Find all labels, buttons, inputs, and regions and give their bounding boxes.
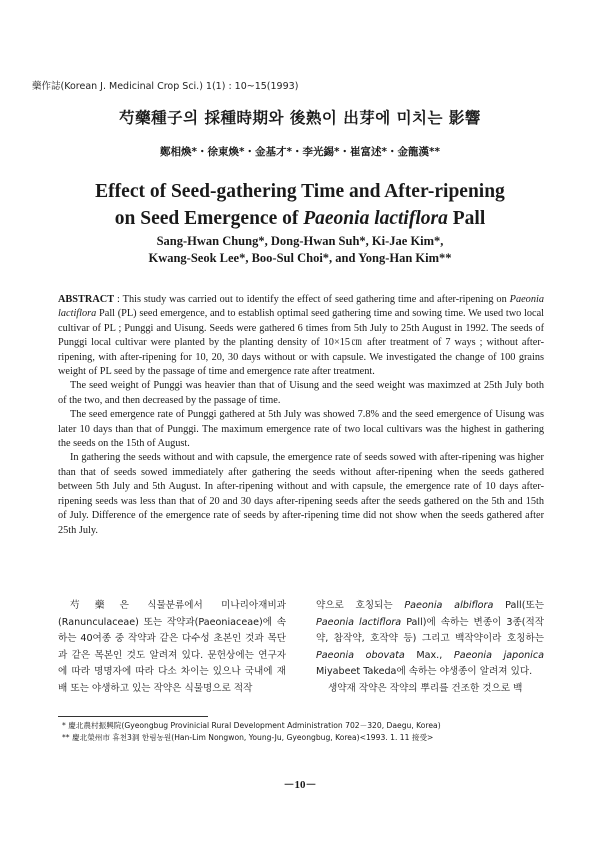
page-number: －10－ — [283, 779, 317, 791]
footnote-divider — [58, 716, 208, 717]
abstract-label: ABSTRACT — [58, 294, 115, 305]
abstract-paragraph-1: ABSTRACT : This study was carried out to identify the effect of seed gathering time and after-ripening on Paeonia lactiflora Pall (PL) seed emergence, and to establish optimal seed gathering time and sowing time. We used two local cultivar of PL ; Punggi and Uisung. Seeds were gathered 6 times from 5th July to 25th August in 1992. The seeds of Punggi local cultivar were planted by the planting density of 10×15㎝ after treatment of 7 ways ; without after-ripening, with after-ripening for 10, 20, 30 days without or with capsule. We investigated the change of 100 grains weight of PL seed by the passage of time and emergence rate after treatment. — [58, 294, 544, 378]
korean-title: 芍藥種子의 採種時期와 後熟이 出芽에 미치는 影響 — [119, 109, 481, 127]
abstract-paragraph-3: The seed emergence rate of Punggi gathered at 5th July was showed 7.8% and the seed emergence of Uisung was later 10 days than that of Punggi. The maximum emergence rate of two local cultivars was the highest in gathering the seeds on the 15th of August. — [58, 409, 544, 450]
english-authors-line2: Kwang-Seok Lee*, Boo-Sul Choi*, and Yong-Han Kim** — [148, 251, 452, 265]
body-column-left — [58, 598, 286, 698]
abstract-paragraph-2: The seed weight of Punggi was heavier than that of Uisung and the seed weight was maximzed at 25th July both of the two, and then decreased by the passage of time. — [58, 380, 544, 406]
english-title-line2: on Seed Emergence of Paeonia lactiflora Pall — [114, 208, 486, 229]
body-column-right — [316, 598, 544, 698]
species-name: Paeonia lactiflora — [303, 208, 448, 229]
abstract — [58, 293, 544, 538]
footnotes — [62, 720, 542, 744]
body-left-paragraph: 芍藥은 식물분류에서 미나리아재비과(Ranunculaceae) 또는 작약과(Paeoniaceae)에 속하는 40여종 중 작약과 같은 다수성 초본인 것과 목단과 같은 목본인 것도 알려져 있다. 문헌상에는 연구자에 따라 명명자에 따라 다소 차이는 있으나 국내에 재배 또는 야생하고 있는 작약은 식물명으로 적작 — [58, 600, 286, 694]
footnote-2: ** 慶北榮州市 휴천3洞 한림농원(Han-Lim Nongwon, Young-Ju, Gyeongbug, Korea)<1993. 1. 11 接受> — [62, 733, 434, 742]
body-right-paragraph-1: 약으로 호칭되는 Paeonia albiflora Pall(또는 Paeonia lactiflora Pall)에 속하는 변종이 3종(적작약, 참작약, 호작약 등) 그리고 백작약이라 호칭하는 Paeonia obovata Max., Paeonia japonica Miyabeet Takeda에 속하는 야생종이 알려져 있다. — [316, 600, 545, 678]
english-authors — [0, 233, 600, 267]
korean-authors: 鄭相煥*・徐東煥*・金基才*・李光錫*・崔富述*・金龍漢** — [160, 146, 440, 158]
english-title-line1: Effect of Seed-gathering Time and After-ripening — [95, 181, 505, 202]
english-authors-line1: Sang-Hwan Chung*, Dong-Hwan Suh*, Ki-Jae Kim*, — [156, 234, 444, 248]
english-title — [0, 178, 600, 232]
footnote-1: * 慶北農村振興院(Gyeongbug Provinicial Rural Development Administration 702－320, Daegu, Korea) — [62, 721, 441, 730]
body-right-paragraph-2: 생약재 작약은 작약의 뿌리를 건조한 것으로 백 — [328, 682, 523, 694]
abstract-paragraph-4: In gathering the seeds without and with capsule, the emergence rate of seeds sowed with after-ripening was higher than that of seeds sowed immediately after gathering the seeds without after-ripening when the seeds gathered between 5th July and 5th August. In after-ripening without and with capsule, the emergence rate of 10 days after-ripening seeds was less than that of 20 and 30 days after-ripening seeds after the seeds gathered on the 5th and 15th of July. Difference of the emergence rate of seeds by after-ripening time did not show when the seeds gathered after 25th July. — [58, 452, 544, 536]
journal-reference: 藥作誌(Korean J. Medicinal Crop Sci.) 1(1) : 10~15(1993) — [32, 81, 299, 92]
